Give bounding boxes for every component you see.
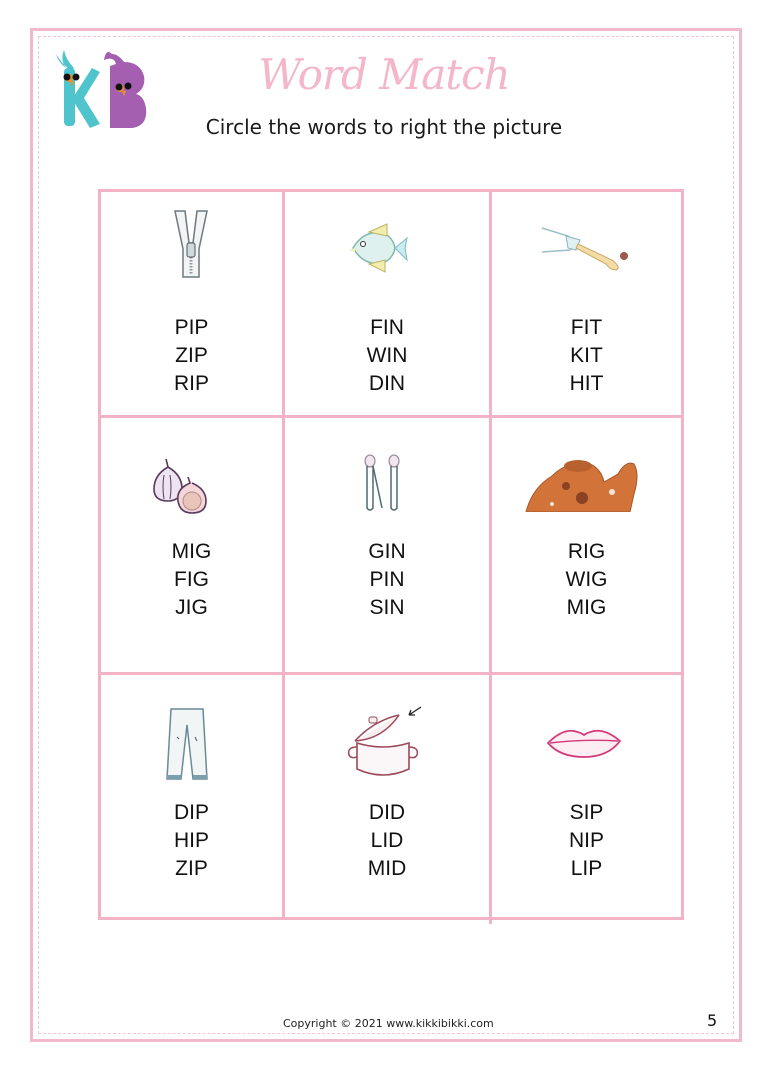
word-option[interactable]: MIG [566, 596, 607, 619]
bat-hit-icon [540, 220, 640, 280]
word-option[interactable]: RIG [567, 540, 606, 563]
word-options [101, 538, 282, 622]
fish-fin-icon [345, 218, 415, 278]
grid-line [98, 917, 684, 920]
word-option[interactable]: DIP [173, 801, 209, 824]
word-option[interactable]: LIP [570, 857, 603, 880]
word-option[interactable]: FIG [174, 568, 209, 591]
torn-sweater-icon [520, 452, 644, 514]
word-options [285, 538, 489, 622]
lips-icon [544, 719, 624, 763]
word-options [492, 314, 681, 398]
match-cell [285, 192, 489, 415]
match-cell [492, 418, 681, 672]
word-option[interactable]: DIN [368, 372, 406, 395]
ripped-jeans-icon [157, 705, 217, 785]
word-options [101, 799, 282, 883]
word-options [285, 314, 489, 398]
word-options [492, 799, 681, 883]
page-number: 5 [707, 1011, 718, 1030]
word-option[interactable]: WIN [366, 344, 408, 367]
word-option[interactable]: MID [367, 857, 407, 880]
word-option[interactable]: PIN [369, 568, 405, 591]
zipper-icon [161, 208, 221, 280]
word-option[interactable]: SIP [569, 801, 604, 824]
word-options [101, 314, 282, 398]
word-option[interactable]: DID [368, 801, 406, 824]
word-option[interactable]: NIP [568, 829, 604, 852]
word-option[interactable]: JIG [175, 596, 208, 619]
word-match-grid [98, 189, 684, 919]
word-option[interactable]: FIT [570, 316, 603, 339]
match-cell [101, 675, 282, 917]
word-option[interactable]: PIP [174, 316, 209, 339]
fig-icon [145, 454, 215, 516]
copyright-text: Copyright © 2021 www.kikkibikki.com [283, 1017, 494, 1030]
match-cell [285, 675, 489, 917]
instruction-text: Circle the words to right the picture [205, 115, 563, 139]
page-title: Word Match [258, 50, 510, 99]
word-option[interactable]: LID [370, 829, 404, 852]
match-cell [492, 675, 681, 917]
word-option[interactable]: FIN [370, 316, 404, 339]
match-cell [101, 192, 282, 415]
word-option[interactable]: SIN [369, 596, 405, 619]
word-option[interactable]: MIG [171, 540, 212, 563]
word-option[interactable]: ZIP [175, 344, 208, 367]
word-options [285, 799, 489, 883]
word-option[interactable]: GIN [368, 540, 406, 563]
word-option[interactable]: HIP [173, 829, 209, 852]
word-option[interactable]: KIT [570, 344, 603, 367]
match-cell [492, 192, 681, 415]
pot-lid-icon [341, 701, 431, 785]
match-cell [285, 418, 489, 672]
word-option[interactable]: HIT [569, 372, 604, 395]
grid-line [681, 189, 684, 920]
match-cell [101, 418, 282, 672]
safety-pin-icon [357, 452, 407, 516]
word-option[interactable]: WIG [565, 568, 608, 591]
word-option[interactable]: RIP [173, 372, 209, 395]
word-option[interactable]: ZIP [175, 857, 208, 880]
word-options [492, 538, 681, 622]
